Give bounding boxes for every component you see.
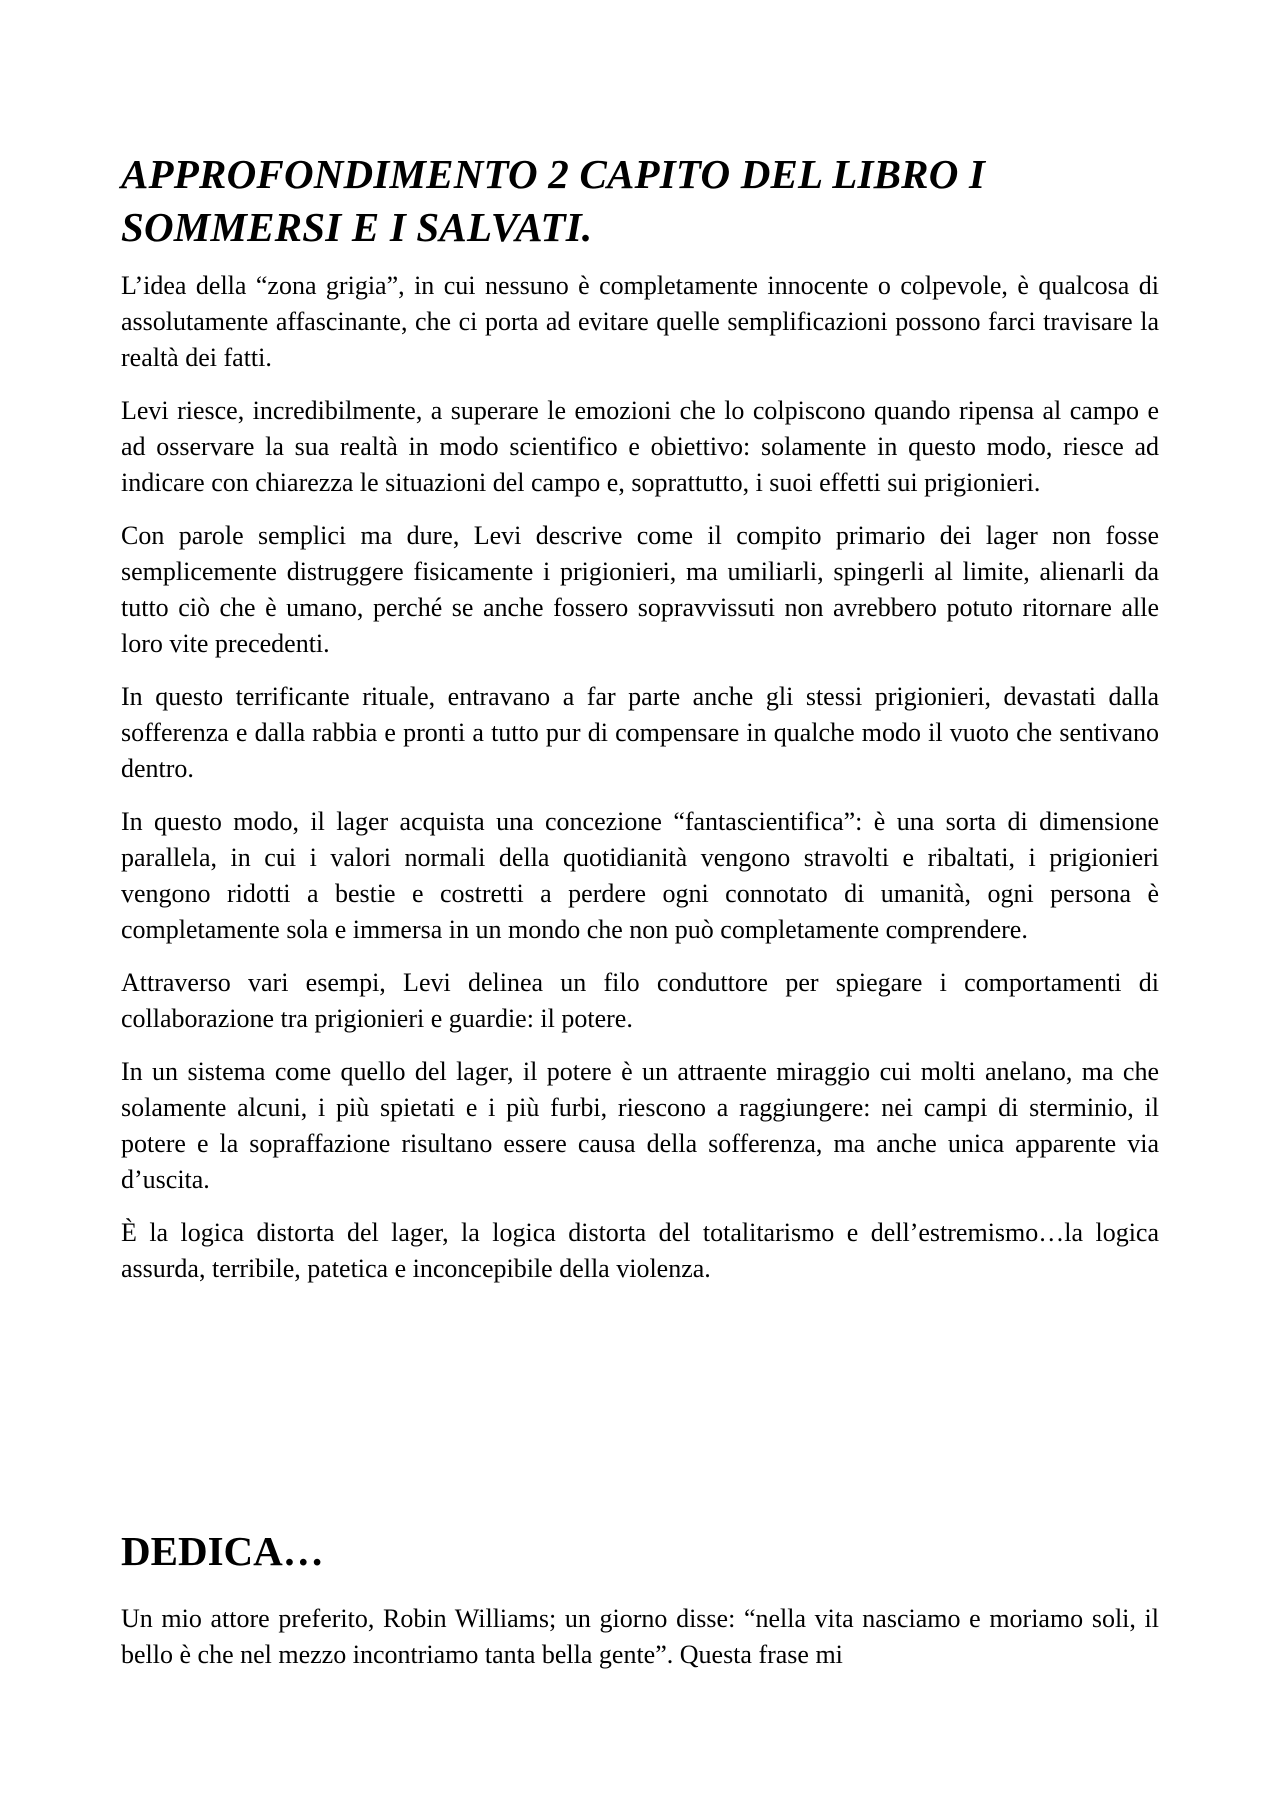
essay-section [121, 148, 1159, 1304]
paragraph-zona-grigia: L’idea della “zona grigia”, in cui nessuno è completamente innocente o colpevole, è qualcosa di assolutamente affascinante, che ci porta ad evitare quelle semplificazioni possono farci travisare la realtà dei fatti. [121, 271, 1159, 372]
paragraph-logica-distorta: È la logica distorta del lager, la logica distorta del totalitarismo e dell’estremismo…la logica assurda, terribile, patetica e inconcepibile della violenza. [121, 1218, 1159, 1283]
paragraph-potere: Attraverso vari esempi, Levi delinea un filo conduttore per spiegare i comportamenti di collaborazione tra prigionieri e guardie: il potere. [121, 968, 1159, 1033]
dedica-section [121, 1525, 1159, 1690]
paragraph-compito-lager: Con parole semplici ma dure, Levi descrive come il compito primario dei lager non fosse semplicemente distruggere fisicamente i prigionieri, ma umiliarli, spingerli al limite, alienarli da tutto ciò che è umano, perché se anche fossero sopravvissuti non avrebbero potuto ritornare alle loro vite precedenti. [121, 521, 1159, 658]
dedica-title: DEDICA… [121, 1528, 324, 1574]
paragraph-sistema-lager: In un sistema come quello del lager, il potere è un attraente miraggio cui molti anelano, ma che solamente alcuni, i più spietati e i più furbi, riescono a raggiungere: nei campi di sterminio, il potere e la sopraffazione risultano essere causa della sofferenza, ma anche unica apparente via d’uscita. [121, 1057, 1159, 1194]
paragraph-fantascientifica: In questo modo, il lager acquista una concezione “fantascientifica”: è una sorta di dimensione parallela, in cui i valori normali della quotidianità vengono stravolti e ribaltati, i prigionieri vengono ridotti a bestie e costretti a perdere ogni connotato di umanità, ogni persona è completamente sola e immersa in un mondo che non può completamente comprendere. [121, 807, 1159, 944]
paragraph-rituale: In questo terrificante rituale, entravano a far parte anche gli stessi prigionieri, devastati dalla sofferenza e dalla rabbia e pronti a tutto pur di compensare in qualche modo il vuoto che sentivano dentro. [121, 682, 1159, 783]
paragraph-levi-obiettivo: Levi riesce, incredibilmente, a superare le emozioni che lo colpiscono quando ripensa al campo e ad osservare la sua realtà in modo scientifico e obiettivo: solamente in questo modo, riesce ad indicare con chiarezza le situazioni del campo e, soprattutto, i suoi effetti sui prigionieri. [121, 396, 1159, 497]
dedica-paragraph: Un mio attore preferito, Robin Williams; un giorno disse: “nella vita nasciamo e moriamo soli, il bello è che nel mezzo incontriamo tanta bella gente”. Questa frase mi [121, 1604, 1159, 1669]
essay-title: APPROFONDIMENTO 2 CAPITO DEL LIBRO I SOMMERSI E I SALVATI. [121, 151, 986, 250]
